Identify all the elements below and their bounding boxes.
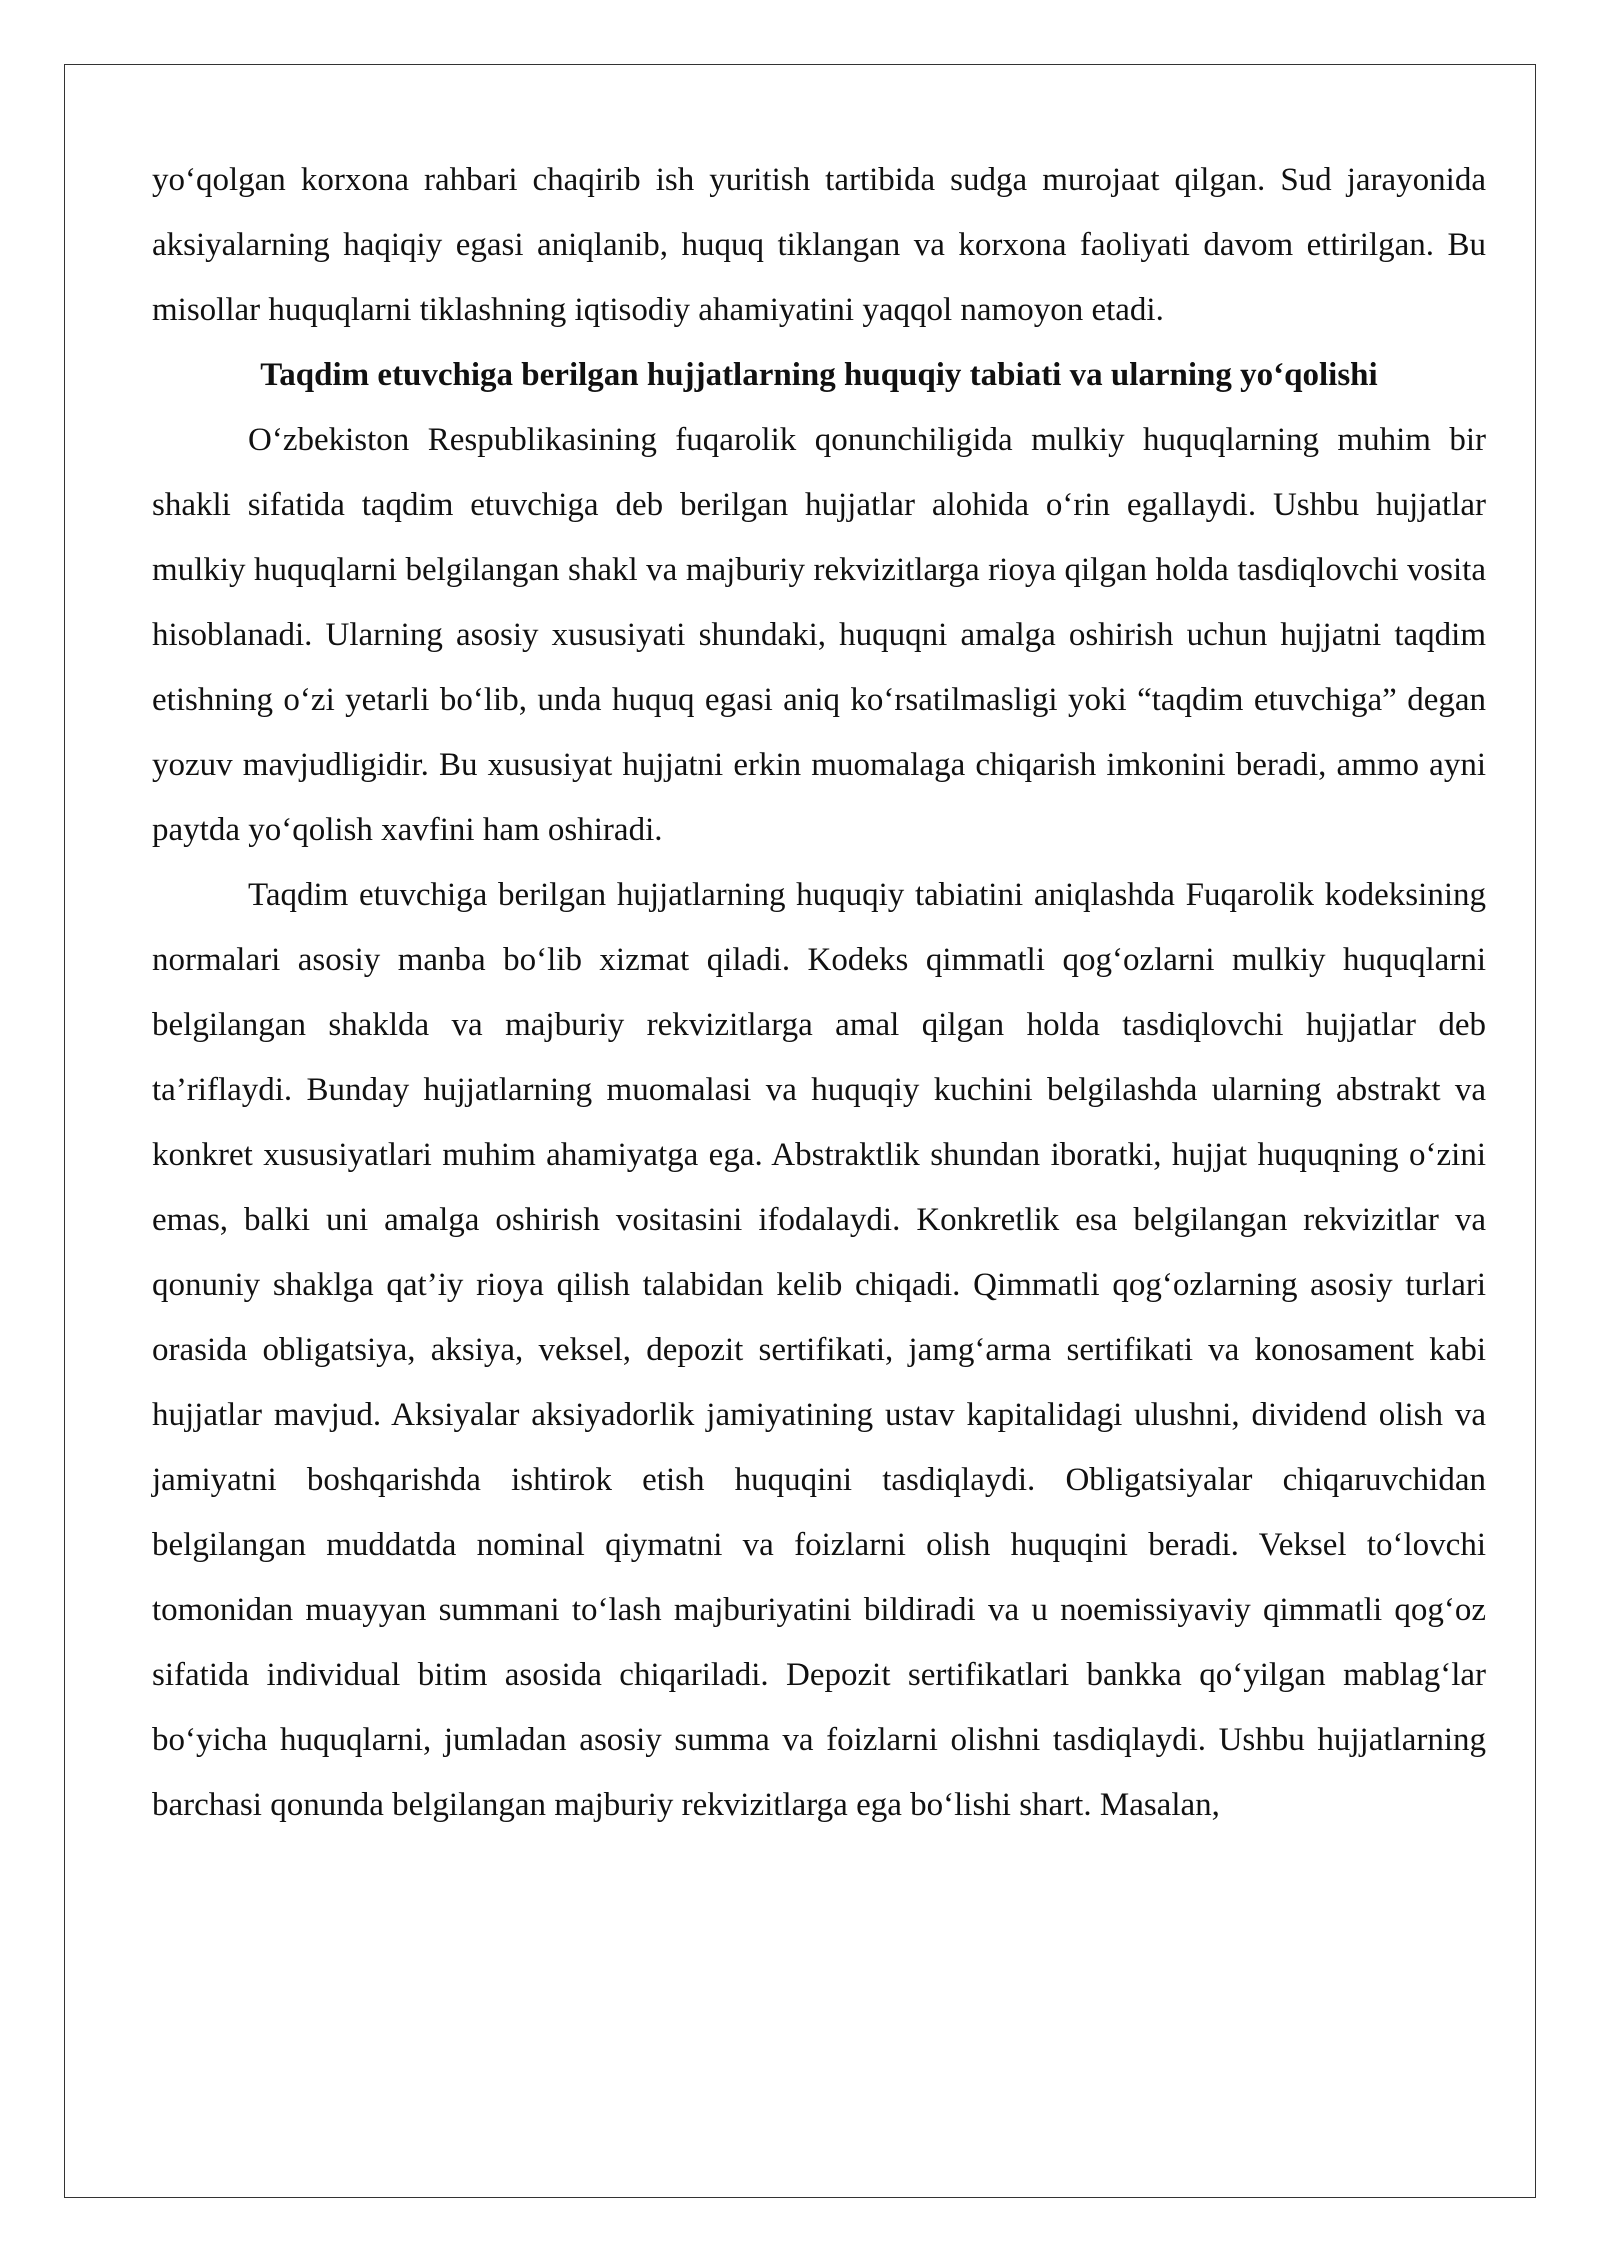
document-body	[152, 148, 1486, 1838]
section-heading: Taqdim etuvchiga berilgan hujjatlarning huquqiy tabiati va ularning yo‘qolishi	[260, 357, 1378, 393]
paragraph-legal-nature: Taqdim etuvchiga berilgan hujjatlarning huquqiy tabiatini aniqlashda Fuqarolik kodeksining normalari asosiy manba bo‘lib xizmat qiladi. Kodeks qimmatli qog‘ozlarni mulkiy huquqlarni belgilangan shaklda va majburiy rekvizitlarga amal qilgan holda tasdiqlovchi hujjatlar deb ta’riflaydi. Bunday hujjatlarning muomalasi va huquqiy kuchini belgilashda ularning abstrakt va konkret xususiyatlari muhim ahamiyatga ega. Abstraktlik shundan iboratki, hujjat huquqning o‘zini emas, balki uni amalga oshirish vositasini ifodalaydi. Konkretlik esa belgilangan rekvizitlar va qonuniy shaklga qat’iy rioya qilish talabidan kelib chiqadi. Qimmatli qog‘ozlarning asosiy turlari orasida obligatsiya, aksiya, veksel, depozit sertifikati, jamg‘arma sertifikati va konosament kabi hujjatlar mavjud. Aksiyalar aksiyadorlik jamiyatining ustav kapitalidagi ulushni, dividend olish va jamiyatni boshqarishda ishtirok etish huquqini tasdiqlaydi. Obligatsiyalar chiqaruvchidan belgilangan muddatda nominal qiymatni va foizlarni olish huquqini beradi. Veksel to‘lovchi tomonidan muayyan summani to‘lash majburiyatini bildiradi va u noemissiyaviy qimmatli qog‘oz sifatida individual bitim asosida chiqariladi. Depozit sertifikatlari bankka qo‘yilgan mablag‘lar bo‘yicha huquqlarni, jumladan asosiy summa va foizlarni olishni tasdiqlaydi. Ushbu hujjatlarning barchasi qonunda belgilangan majburiy rekvizitlarga ega bo‘lishi shart. Masalan,	[152, 877, 1486, 1823]
paragraph-continuation: yo‘qolgan korxona rahbari chaqirib ish yuritish tartibida sudga murojaat qilgan. Sud jarayonida aksiyalarning haqiqiy egasi aniqlanib, huquq tiklangan va korxona faoliyati davom ettirilgan. Bu misollar huquqlarni tiklashning iqtisodiy ahamiyatini yaqqol namoyon etadi.	[152, 162, 1486, 328]
paragraph-bearer-documents-intro: O‘zbekiston Respublikasining fuqarolik qonunchiligida mulkiy huquqlarning muhim bir shakli sifatida taqdim etuvchiga deb berilgan hujjatlar alohida o‘rin egallaydi. Ushbu hujjatlar mulkiy huquqlarni belgilangan shakl va majburiy rekvizitlarga rioya qilgan holda tasdiqlovchi vosita hisoblanadi. Ularning asosiy xususiyati shundaki, huquqni amalga oshirish uchun hujjatni taqdim etishning o‘zi yetarli bo‘lib, unda huquq egasi aniq ko‘rsatilmasligi yoki “taqdim etuvchiga” degan yozuv mavjudligidir. Bu xususiyat hujjatni erkin muomalaga chiqarish imkonini beradi, ammo ayni paytda yo‘qolish xavfini ham oshiradi.	[152, 422, 1486, 848]
